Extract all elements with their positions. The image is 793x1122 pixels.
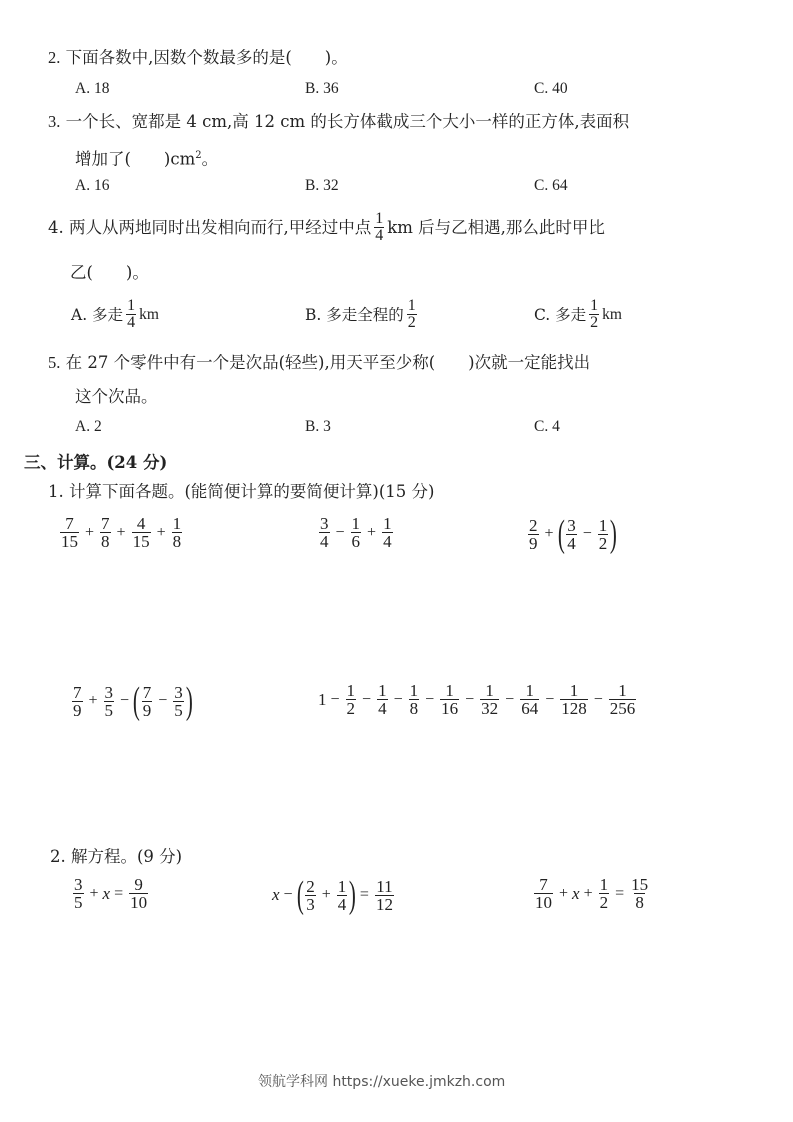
denominator: 3 (306, 894, 315, 914)
right-paren: ) (185, 680, 193, 722)
denominator: 8 (409, 699, 419, 718)
calc-expression-2 (317, 515, 395, 550)
fraction (382, 515, 393, 550)
operator: + (544, 525, 554, 542)
denominator: 4 (320, 532, 329, 551)
operator: − (545, 690, 555, 708)
integer-term: 1 (318, 689, 327, 709)
numerator: 2 (306, 876, 315, 896)
denominator: 15 (132, 532, 150, 551)
numerator: 1 (599, 875, 609, 894)
fraction (377, 682, 388, 717)
fraction (319, 515, 330, 550)
calc-expression-1 (58, 515, 184, 550)
denominator: 9 (529, 533, 538, 553)
q3-option-a: A. 16 (75, 177, 110, 194)
denominator: 10 (130, 893, 148, 912)
numerator: 2 (529, 515, 538, 535)
denominator: 4 (378, 699, 387, 718)
fraction (104, 684, 115, 719)
operator: = (114, 884, 124, 902)
right-paren: ) (349, 874, 357, 916)
fraction (480, 682, 499, 717)
denominator: 4 (383, 532, 392, 551)
fraction (73, 876, 84, 911)
q4-option-a: A. 多走 1 4 km (71, 297, 159, 331)
operator: + (583, 884, 593, 902)
denominator: 64 (521, 699, 539, 718)
left-paren: ( (296, 874, 304, 916)
numerator: 15 (631, 875, 649, 894)
fraction (351, 515, 362, 550)
fraction (528, 517, 539, 552)
q5-option-b: B. 3 (305, 418, 331, 435)
fraction (599, 876, 610, 911)
numerator: 11 (376, 876, 393, 896)
q4-option-b-fraction: 1 2 (407, 297, 416, 331)
q4-option-b: B. 多走全程的 1 2 (305, 297, 416, 331)
numerator: 1 (485, 681, 494, 700)
operator: − (335, 523, 345, 541)
numerator: 1 (378, 681, 387, 700)
section-title: 三、计算。(24 分) (24, 453, 168, 472)
denominator: 2 (346, 699, 356, 718)
numerator: 1 (351, 514, 361, 533)
fraction (630, 876, 649, 911)
numerator: 7 (539, 875, 548, 894)
operator: + (321, 886, 331, 903)
operator: − (393, 690, 403, 708)
denominator: 2 (598, 533, 608, 553)
fraction (609, 682, 637, 717)
numerator: 1 (337, 876, 347, 896)
numerator: 7 (142, 682, 152, 702)
fraction (337, 878, 348, 913)
q4-option-c-fraction: 1 2 (590, 297, 599, 331)
q2-option-b: B. 36 (305, 80, 339, 97)
numerator: 1 (445, 681, 454, 700)
denominator: 8 (101, 532, 110, 551)
equation-2 (272, 876, 396, 914)
variable: x (572, 883, 580, 903)
q4-option-c: C. 多走 1 2 km (534, 297, 622, 331)
fraction (375, 878, 394, 913)
q2-option-c: C. 40 (534, 80, 568, 97)
left-paren: ( (132, 680, 140, 722)
q4-stem-line2: 乙( )。 (70, 263, 149, 282)
fraction (60, 515, 79, 550)
operator: − (593, 690, 603, 708)
numerator: 1 (598, 515, 608, 535)
denominator: 8 (635, 893, 644, 912)
fraction (409, 682, 420, 717)
q5-option-a: A. 2 (75, 418, 102, 435)
fraction (440, 682, 459, 717)
numerator: 1 (618, 681, 627, 700)
equation-3 (532, 876, 651, 911)
operator: − (120, 692, 130, 709)
numerator: 3 (567, 515, 576, 535)
variable: x (272, 885, 280, 904)
denominator: 8 (172, 532, 182, 551)
numerator: 3 (320, 514, 329, 533)
denominator: 12 (375, 894, 393, 914)
q5-stem-line2: 这个次品。 (75, 387, 158, 406)
numerator: 7 (73, 682, 82, 702)
operator: + (156, 523, 166, 541)
q2-option-a: A. 18 (75, 80, 110, 97)
q4-stem-line1: 4. 两人从两地同时出发相向而行,甲经过中点 1 4 km 后与乙相遇,那么此时甲比 (48, 210, 605, 244)
operator: − (283, 886, 293, 903)
denominator: 128 (561, 699, 587, 718)
subsection-2-title: 2. 解方程。(9 分) (50, 847, 183, 866)
operator: − (465, 690, 475, 708)
subsection-1-title: 1. 计算下面各题。(能简便计算的要简便计算)(15 分) (48, 482, 435, 501)
q3-stem-line2: 增加了( )$cm^2$。 (75, 149, 219, 169)
q4-option-a-fraction: 1 4 (127, 297, 136, 331)
operator: − (158, 692, 168, 709)
fraction (132, 515, 151, 550)
q2-stem: 2. 下面各数中,因数个数最多的是( )。 (48, 48, 348, 67)
operator: − (582, 525, 592, 542)
fraction (534, 876, 553, 911)
variable: x (102, 883, 111, 903)
denominator: 15 (61, 532, 78, 551)
denominator: 4 (567, 533, 576, 553)
fraction (129, 876, 148, 911)
right-paren: ) (610, 513, 618, 555)
denominator: 10 (535, 893, 552, 912)
operator: − (362, 690, 372, 708)
numerator: 7 (101, 514, 110, 533)
numerator: 7 (65, 514, 74, 533)
numerator: 1 (383, 514, 392, 533)
footer-watermark: 领航学科网 https://xueke.jmkzh.com (258, 1074, 506, 1090)
numerator: 9 (134, 875, 143, 894)
denominator: 9 (142, 700, 152, 720)
calc-expression-5 (318, 682, 638, 717)
fraction (566, 517, 577, 552)
numerator: 4 (136, 514, 146, 533)
fraction (560, 682, 588, 717)
denominator: 5 (174, 700, 183, 720)
numerator: 1 (346, 681, 356, 700)
denominator: 16 (441, 699, 459, 718)
operator: + (116, 523, 126, 541)
fraction (598, 517, 609, 552)
fraction (72, 684, 83, 719)
q5-option-c: C. 4 (534, 418, 560, 435)
fraction (173, 684, 184, 719)
numerator: 3 (74, 875, 83, 894)
fraction (100, 515, 111, 550)
numerator: 1 (525, 681, 534, 700)
denominator: 9 (73, 700, 82, 720)
operator: − (425, 690, 435, 708)
q3-option-c: C. 64 (534, 177, 568, 194)
fraction (520, 682, 539, 717)
numerator: 1 (569, 681, 579, 700)
left-paren: ( (557, 513, 565, 555)
operator: + (89, 884, 99, 902)
q4-fraction: 1 4 (375, 210, 384, 244)
fraction (142, 684, 153, 719)
operator: = (615, 884, 625, 902)
q3-stem-line1: 3. 一个长、宽都是 4 cm,高 12 cm 的长方体截成三个大小一样的正方体,表面积 (48, 112, 630, 131)
denominator: 2 (599, 893, 609, 912)
numerator: 1 (409, 681, 419, 700)
fraction (305, 878, 316, 913)
equation-1 (71, 876, 150, 911)
fraction (172, 515, 183, 550)
operator: = (359, 886, 369, 903)
operator: + (559, 884, 569, 902)
operator: − (505, 690, 515, 708)
calc-expression-3 (526, 515, 617, 553)
denominator: 32 (481, 699, 499, 718)
denominator: 4 (337, 894, 347, 914)
q5-stem-line1: 5. 在 27 个零件中有一个是次品(轻些),用天平至少称( )次就一定能找出 (48, 353, 591, 372)
numerator: 3 (174, 682, 183, 702)
fraction (346, 682, 357, 717)
operator: + (88, 692, 98, 709)
q3-option-b: B. 32 (305, 177, 339, 194)
denominator: 5 (104, 700, 114, 720)
numerator: 1 (172, 514, 182, 533)
numerator: 3 (104, 682, 114, 702)
operator: + (367, 523, 377, 541)
operator: − (330, 690, 340, 708)
operator: + (85, 523, 95, 541)
denominator: 256 (609, 699, 636, 718)
denominator: 5 (74, 893, 83, 912)
calc-expression-4 (70, 682, 192, 720)
denominator: 6 (351, 532, 361, 551)
